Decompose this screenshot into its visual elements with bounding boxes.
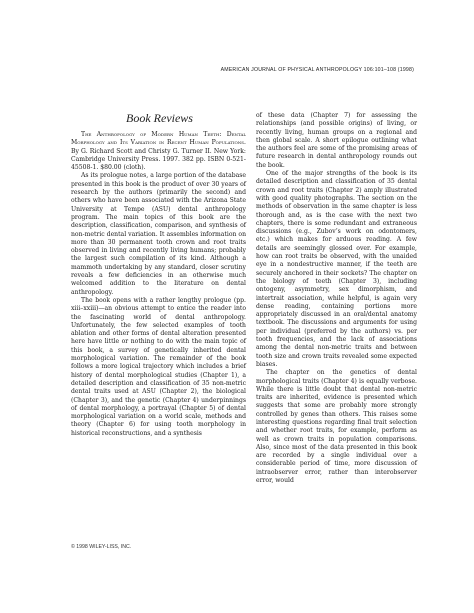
section-title: Book Reviews: [126, 111, 193, 125]
book-title: The Anthropology of Modern Human Teeth: Dental Morphology and Its Variation in Recent Human Populations.: [71, 131, 246, 147]
running-head: AMERICAN JOURNAL OF PHYSICAL ANTHROPOLOGY 106:101–108 (1998): [220, 67, 414, 73]
book-publication-details: By G. Richard Scott and Christy G. Turner II. New York: Cambridge University Press. 1997. 382 pp. ISBN 0-521-45508-1. $80.00 (cloth).: [71, 147, 246, 172]
copyright-footer: © 1998 WILEY-LISS, INC.: [71, 544, 132, 550]
paragraph: As its prologue notes, a large portion of the database presented in this book is the product of over 30 years of research by the authors (primarily the second) and others who have been associated with the Arizona State University at Tempe (ASU) dental anthropology program. The main topics of this book are the description, classification, comparison, and synthesis of non-metric dental variation. It assembles information on more than 30 permanent tooth crown and root traits observed in living and recently living humans; probably the largest such compilation of its kind. Although a mammoth undertaking by any standard, closer scrutiny reveals a few deficiencies in an otherwise much welcomed addition to the literature on dental anthropology.: [71, 172, 246, 296]
paragraph: The book opens with a rather lengthy prologue (pp. xiii–xxiii)—an obvious attempt to entice the reader into the fascinating world of dental anthropology. Unfortunately, the few selected examples of tooth ablation and other forms of dental alteration presented here have little or nothing to do with the main topic of this book, a survey of genetically inherited dental morphological variation. The remainder of the book follows a more logical trajectory which includes a brief history of dental morphological studies (Chapter 1), a detailed description and classification of 35 non-metric dental traits used at ASU (Chapter 2), the biological (Chapter 3), and the genetic (Chapter 4) underpinnings of dental morphology, a portrayal (Chapter 5) of dental morphological variation on a world scale, methods and theory (Chapter 6) for using tooth morphology in historical reconstructions, and a synthesis: [71, 296, 246, 437]
paragraph: One of the major strengths of the book is its detailed description and classification of 35 dental crown and root traits (Chapter 2) amply illustrated with good quality photographs. The section on the methods of observation in the same chapter is less thorough and, as is the case with the next two chapters, there is some redundant and extraneous discussions (e.g., Zubov’s work on odontomers, etc.) which makes for arduous reading. A few details are seemingly glossed over. For example, how can root traits be observed, with the unaided eye in a nondestructive manner, if the teeth are securely anchored in their sockets? The chapter on the biology of teeth (Chapter 3), including ontogeny, asymmetry, sex dimorphism, and intertrait association, while helpful, is again very dense reading, containing portions more appropriately discussed in an oral/dental anatomy textbook. The discussions and arguments for using per individual (preferred by the authors) vs. per tooth frequencies, and the lack of associations among the dental non-metric traits and between tooth size and crown traits revealed some expected biases.: [256, 170, 417, 368]
left-column: [71, 131, 246, 438]
paragraph: of these data (Chapter 7) for assessing the relationships (and possible origins) of living, or recently living, human groups on a regional and then global scale. A short epilogue outlining what the authors feel are some of the promising areas of future research in dental anthropology rounds out the book.: [256, 112, 417, 169]
book-citation: [71, 131, 246, 172]
paragraph: The chapter on the genetics of dental morphological traits (Chapter 4) is equally verbose. While there is little doubt that dental non-metric traits are inherited, evidence is presented which suggests that some are probably more strongly controlled by genes than others. This raises some interesting questions regarding final trait selection and whether root traits, for example, perform as well as crown traits in population comparisons. Also, since most of the data presented in this book are recorded by a single individual over a considerable period of time, more discussion of intraobserver error, rather than interobserver error, would: [256, 369, 417, 485]
right-column: [256, 112, 417, 485]
